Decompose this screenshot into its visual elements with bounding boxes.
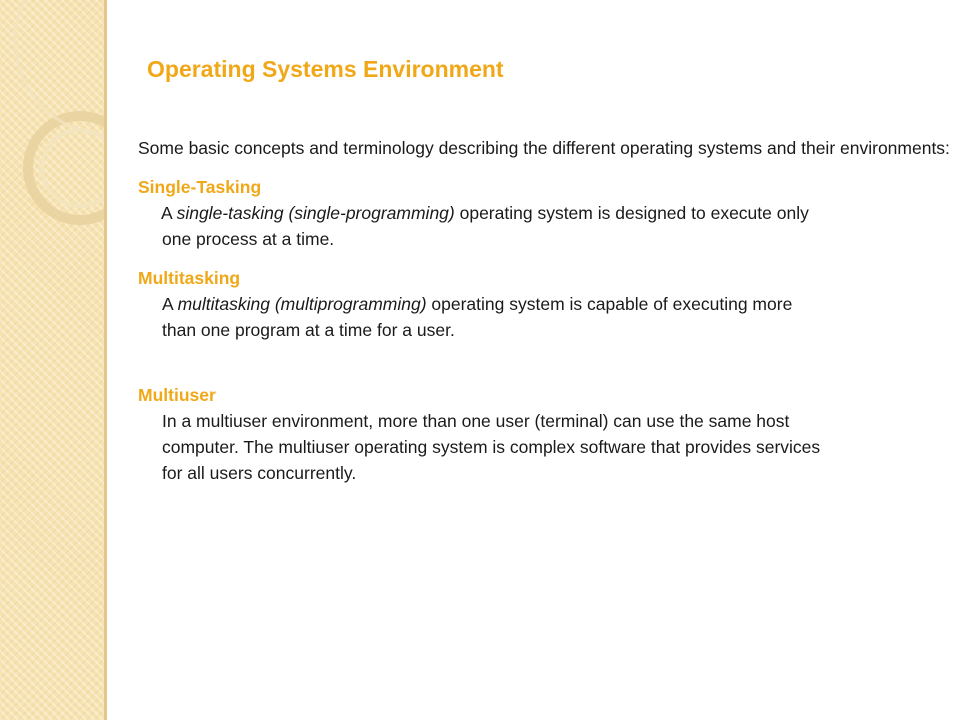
heading-single-tasking: Single-Tasking	[138, 177, 262, 197]
single-tasking-line-2: one process at a time.	[162, 229, 335, 249]
slide-body	[138, 135, 954, 486]
heading-multitasking: Multitasking	[138, 268, 241, 288]
heading-multiuser: Multiuser	[138, 385, 216, 405]
intro-text: Some basic concepts and terminology describing the different operating systems and their environments:	[138, 138, 950, 158]
single-tasking-line-1: A single-tasking (single-programming) operating system is designed to execute only	[161, 203, 809, 223]
decorative-circles	[0, 0, 104, 720]
multiuser-line-3: for all users concurrently.	[162, 463, 357, 483]
sidebar-divider	[104, 0, 107, 720]
multitasking-term: multitasking (multiprogramming)	[177, 294, 427, 314]
multitasking-line-2: than one program at a time for a user.	[162, 320, 455, 340]
single-tasking-term: single-tasking (single-programming)	[176, 203, 455, 223]
slide-title: Operating Systems Environment	[147, 56, 504, 82]
decorative-sidebar	[0, 0, 104, 720]
multiuser-line-2: computer. The multiuser operating system is complex software that provides services	[162, 437, 821, 457]
multitasking-line-1: A multitasking (multiprogramming) operating system is capable of executing more	[162, 294, 793, 314]
multiuser-line-1: In a multiuser environment, more than one user (terminal) can use the same host	[162, 411, 790, 431]
